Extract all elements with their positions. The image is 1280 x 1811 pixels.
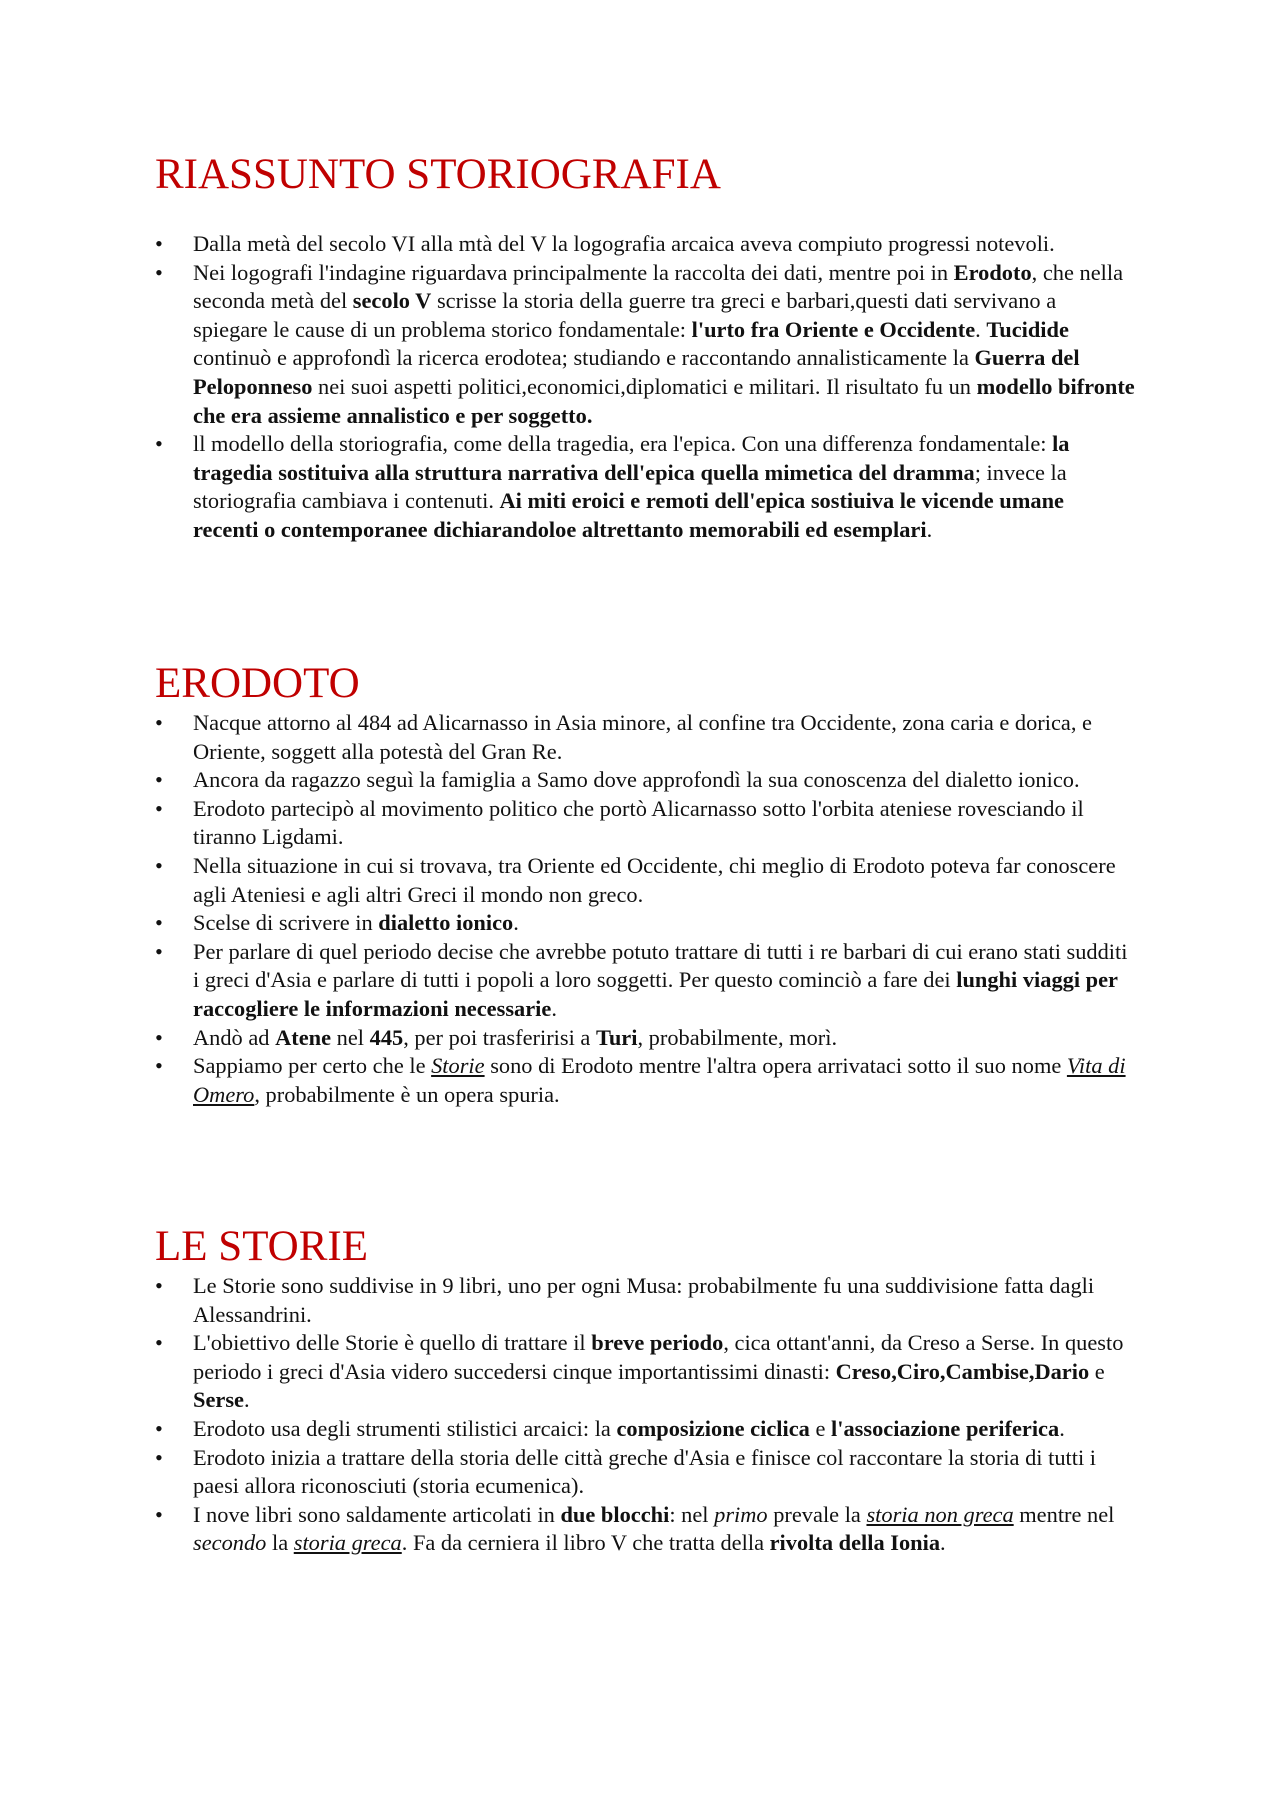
list-item [155, 1272, 1135, 1329]
text-run: secondo [193, 1530, 267, 1556]
text-run: , cica ottant'anni, da Creso a Serse. In questo periodo i greci d'Asia videro succedersi cinque importantissimi dinasti: [193, 1330, 1124, 1384]
list-item [155, 1329, 1135, 1415]
text-run: Ai miti eroici e remoti dell'epica sostiuiva le vicende umane recenti o contemporanee dichiarandoloe altrettanto memorabili ed esemplari [193, 488, 1064, 542]
text-run: Vita di Omero [193, 1053, 1126, 1107]
list-item [155, 1024, 1135, 1053]
text-run: e [1089, 1358, 1105, 1384]
text-run: mentre nel [1013, 1501, 1115, 1527]
text-run: continuò e approfondì la ricerca erodotea; studiando e raccontando annalisticamente la [193, 345, 975, 371]
text-run: e [809, 1415, 831, 1441]
text-run: modello bifronte che era assieme annalistico e per soggetto. [193, 373, 1135, 428]
list-item [155, 1415, 1135, 1444]
list-item [155, 909, 1135, 938]
text-run: nel [331, 1024, 370, 1050]
text-run: breve periodo [591, 1330, 724, 1356]
section-heading: LE STORIE [155, 1223, 369, 1270]
list-item [155, 709, 1135, 766]
section-le-storie [155, 1222, 1135, 1558]
text-run: composizione ciclica [616, 1415, 810, 1441]
text-run: storia non greca [866, 1501, 1014, 1527]
section-heading: RIASSUNTO STORIOGRAFIA [155, 151, 721, 198]
list-item [155, 795, 1135, 852]
list-item [155, 430, 1135, 544]
text-run: Erodoto [953, 259, 1032, 285]
text-run: Dalla metà del secolo VI alla mtà del V la logografia arcaica aveva compiuto progressi notevoli. [193, 231, 1055, 256]
text-run: lunghi viaggi per raccogliere le informazioni necessarie [193, 967, 1118, 1021]
text-run: 445 [369, 1024, 404, 1050]
text-run: ; invece la storiografia cambiava i contenuti. [193, 459, 1067, 514]
text-run: Erodoto inizia a trattare della storia delle città greche d'Asia e finisce col raccontare la storia di tutti i paesi allora riconosciuti (storia ecumenica). [193, 1444, 1097, 1499]
text-run: due blocchi [560, 1501, 670, 1527]
text-run: . Fa da cerniera il libro V che tratta della [401, 1530, 770, 1556]
text-run: Storie [431, 1053, 485, 1079]
text-run: Guerra del Peloponneso [193, 345, 1080, 399]
text-run: dialetto ionico [378, 910, 514, 936]
section-heading: ERODOTO [155, 660, 360, 707]
text-run: Atene [275, 1024, 332, 1050]
text-run: ll modello della storiografia, come della tragedia, era l'epica. Con una differenza fondamentale: [193, 431, 1053, 457]
text-run: . [551, 995, 557, 1021]
text-run: . [513, 910, 519, 936]
text-run: L'obiettivo delle Storie è quello di trattare il [193, 1330, 592, 1356]
text-run: Sappiamo per certo che le [193, 1053, 432, 1079]
text-run: rivolta della Ionia [769, 1530, 941, 1556]
text-run: Turi [595, 1024, 638, 1050]
text-run: Le Storie sono suddivise in 9 libri, uno per ogni Musa: probabilmente fu una suddivisione fatta dagli Alessandrini. [193, 1273, 1095, 1327]
text-run: scrisse la storia della guerre tra greci e barbari,questi dati servivano a spiegare le cause di un problema storico fondamentale: [193, 288, 1057, 342]
text-run: secolo V [352, 288, 432, 314]
text-run: Nacque attorno al 484 ad Alicarnasso in Asia minore, al confine tra Occidente, zona caria e dorica, e Oriente, soggett alla potestà del Gran Re. [193, 710, 1092, 764]
text-run: primo [714, 1501, 768, 1527]
text-run: Andò ad [193, 1024, 276, 1050]
list-item [155, 230, 1135, 259]
text-run: la tragedia sostituiva alla struttura narrativa dell'epica quella mimetica del dramma [193, 431, 1070, 485]
list-item [155, 938, 1135, 1024]
text-run: l'urto fra Oriente e Occidente [691, 316, 976, 342]
text-run: nei suoi aspetti politici,economici,diplomatici e militari. Il risultato fu un [312, 373, 977, 399]
list-item [155, 766, 1135, 795]
list-item [155, 852, 1135, 909]
text-run: Erodoto partecipò al movimento politico che portò Alicarnasso sotto l'orbita ateniese rovesciando il tiranno Ligdami. [193, 795, 1084, 850]
list-item [155, 259, 1135, 431]
text-run: , che nella seconda metà del [193, 259, 1124, 314]
text-run: . [1059, 1415, 1065, 1441]
text-run: storia greca [293, 1530, 402, 1556]
text-run: I nove libri sono saldamente articolati in [193, 1501, 561, 1527]
bullet-list [155, 1272, 1135, 1558]
text-run: Per parlare di quel periodo decise che avrebbe potuto trattare di tutti i re barbari di cui erano stati sudditi i greci d'Asia e parlare di tutti i popoli a loro soggetti. Per questo cominciò a fare dei [193, 938, 1128, 993]
text-run: prevale la [767, 1501, 867, 1527]
text-run: , per poi trasferirisi a [403, 1024, 596, 1050]
text-run: Erodoto usa degli strumenti stilistici arcaici: la [193, 1415, 617, 1441]
list-item [155, 1501, 1135, 1558]
text-run: Nella situazione in cui si trovava, tra Oriente ed Occidente, chi meglio di Erodoto poteva far conoscere agli Ateniesi e agli altri Greci il mondo non greco. [193, 852, 1116, 907]
list-item [155, 1444, 1135, 1501]
bullet-list [155, 230, 1135, 545]
bullet-list [155, 709, 1135, 1109]
text-run: Scelse di scrivere in [193, 910, 379, 936]
text-run: : nel [669, 1501, 715, 1527]
text-run: la [266, 1530, 294, 1556]
text-run: , probabilmente, morì. [637, 1024, 838, 1050]
text-run: Tucidide [986, 316, 1069, 342]
text-run: sono di Erodoto mentre l'altra opera arrivataci sotto il suo nome [484, 1053, 1067, 1079]
text-run: , probabilmente è un opera spuria. [254, 1081, 560, 1107]
text-run: . [975, 316, 987, 342]
text-run: Serse [193, 1387, 244, 1413]
section-riassunto-storiografia [155, 150, 1135, 545]
text-run: . [940, 1530, 946, 1556]
text-run: Ancora da ragazzo seguì la famiglia a Samo dove approfondì la sua conoscenza del dialetto ionico. [193, 767, 1080, 793]
text-run: Nei logografi l'indagine riguardava principalmente la raccolta dei dati, mentre poi in [193, 259, 954, 285]
text-run: l'associazione periferica [831, 1415, 1060, 1441]
text-run: . [243, 1387, 250, 1413]
text-run: . [926, 516, 933, 542]
text-run: Creso,Ciro,Cambise,Dario [835, 1358, 1090, 1384]
section-erodoto [155, 659, 1135, 1109]
list-item [155, 1052, 1135, 1109]
